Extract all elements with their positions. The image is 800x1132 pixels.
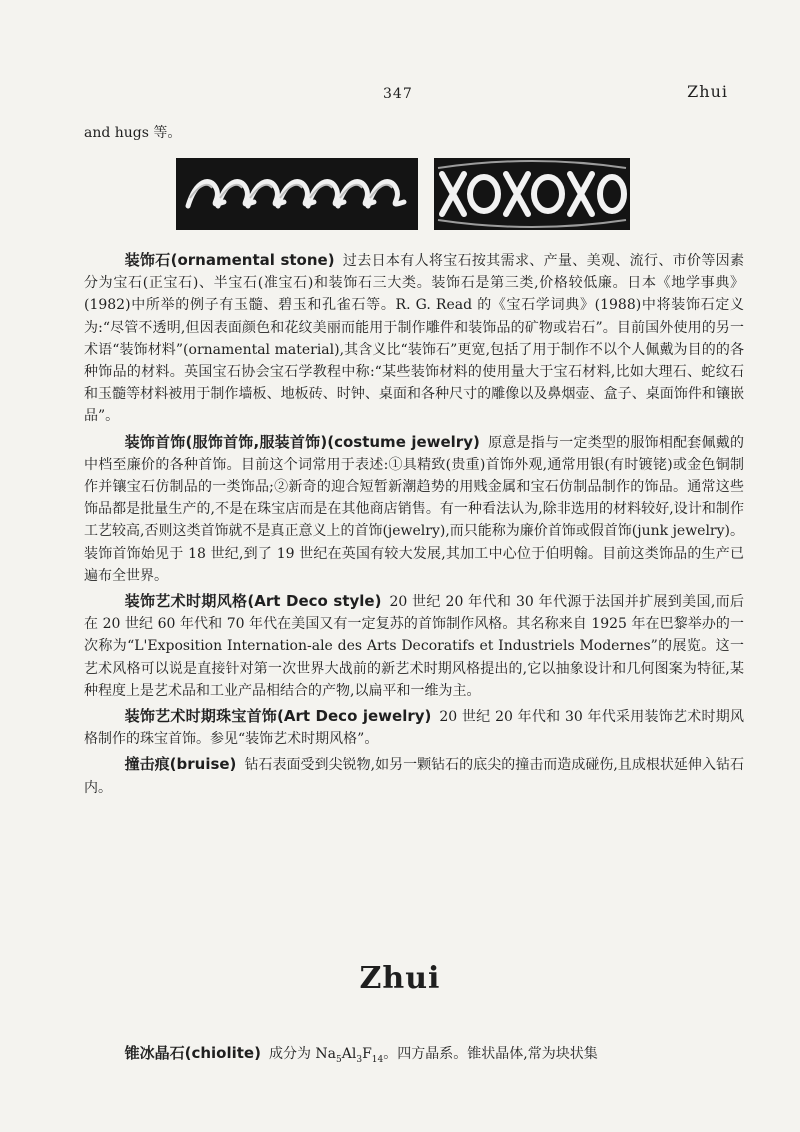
entry-term: 装饰首饰(服饰首饰,服装首饰)(costume jewelry) (124, 432, 480, 451)
entry-term: 锥冰晶石(chiolite) (124, 1044, 261, 1062)
entry-chiolite (84, 1042, 744, 1071)
formula-subscript: 5 (336, 1054, 342, 1065)
formula-element: F (362, 1046, 372, 1062)
entry-ornamental-stone (84, 249, 744, 428)
entry-term: 装饰艺术时期珠宝首饰(Art Deco jewelry) (124, 707, 432, 726)
definition-text: 。四方晶系。锥状晶体,常为块状集 (383, 1046, 598, 1062)
section-title: Zhui (359, 961, 441, 996)
entry-definition: 原意是指与一定类型的服饰相配套佩戴的中档至廉价的各种首饰。目前这个词常用于表述:①具精致(贵重)首饰外观,通常用银(有时镀铑)或金色铜制作并镶宝石仿制品的一类饰品;②新奇的迎合短暂新潮趋势的用贱金属和宝石仿制品制作的饰品。通常这些饰品都是批量生产的,不是在珠宝店而是在其他商店销售。有一种看法认为,除非选用的材料较好,设计和制作工艺较高,否则这类首饰就不是真正意义上的首饰(jewelry),而只能称为廉价首饰或假首饰(junk jewelry)。装饰首饰始见于 18 世纪,到了 19 世纪在英国有较大发展,其加工中心位于伯明翰。目前这类饰品的生产已遍布全世界。 (84, 434, 745, 584)
formula-subscript: 3 (356, 1054, 363, 1065)
entry-definition: 20 世纪 20 年代和 30 年代源于法国并扩展到美国,而后在 20 世纪 60 年代和 70 年代在美国又有一定复苏的首饰制作风格。其名称来自 1925 年在巴黎举办的一次称为“L'Exposition Internation-ale des Arts Decoratifs et Industriels Modernes”的展览。这一艺术风格可以说是直接针对第一次世界大战前的新艺术时期风格提出的,它以抽象设计和几何图案为特征,某种程度上是艺术品和工业产品相结合的产物,以扁平和一维为主。 (84, 594, 744, 699)
entry-term: 装饰艺术时期风格(Art Deco style) (124, 592, 382, 611)
continued-text: and hugs 等。 (84, 125, 182, 141)
entry-costume-jewelry (84, 431, 744, 587)
formula-subscript: 14 (371, 1054, 384, 1065)
entry-art-deco-jewelry (84, 705, 744, 750)
entry-art-deco-style (84, 590, 744, 702)
entry-term: 撞击痕(bruise) (124, 755, 237, 774)
entry-definition: 钻石表面受到尖锐物,如另一颗钻石的底尖的撞击而造成碰伤,且成根状延伸入钻石内。 (84, 757, 744, 796)
definition-text: 成分为 (268, 1046, 316, 1062)
chemical-formula (315, 1046, 384, 1065)
entry-bruise (84, 753, 744, 798)
running-head: Zhui (687, 82, 728, 101)
chain-illustrations (176, 158, 630, 230)
formula-element: Na (315, 1046, 337, 1062)
chain-pattern-xo (434, 158, 630, 230)
entry-definition: 过去日本有人将宝石按其需求、产量、美观、流行、市价等因素分为宝石(正宝石)、半宝石(准宝石)和装饰石三大类。装饰石是第三类,价格较低廉。日本《地学事典》(1982)中所举的例子有玉髓、碧玉和孔雀石等。R. G. Read 的《宝石学词典》(1988)中将装饰石定义为:“尽管不透明,但因表面颜色和花纹美丽而能用于制作雕件和装饰品的矿物或岩石”。目前国外使用的另一术语“装饰材料”(ornamental material),其含义比“装饰石”更宽,包括了用于制作不以个人佩戴为目的的各种饰品的材料。英国宝石协会宝石学教程中称:“某些装饰材料的使用量大于宝石材料,比如大理石、蛇纹石和玉髓等材料被用于制作墙板、地板砖、时钟、桌面和各种尺寸的雕像以及鼻烟壶、盒子、桌面饰件和镶嵌品”。 (84, 253, 745, 425)
chain-pattern-waves (176, 158, 418, 230)
formula-element: Al (341, 1046, 357, 1062)
entry-definition (268, 1046, 598, 1065)
entry-definition: 20 世纪 20 年代和 30 年代采用装饰艺术时期风格制作的珠宝首饰。参见“装饰艺术时期风格”。 (84, 709, 744, 748)
entry-term: 装饰石(ornamental stone) (124, 251, 335, 269)
page-number: 347 (383, 86, 413, 102)
dictionary-entries (84, 249, 744, 802)
